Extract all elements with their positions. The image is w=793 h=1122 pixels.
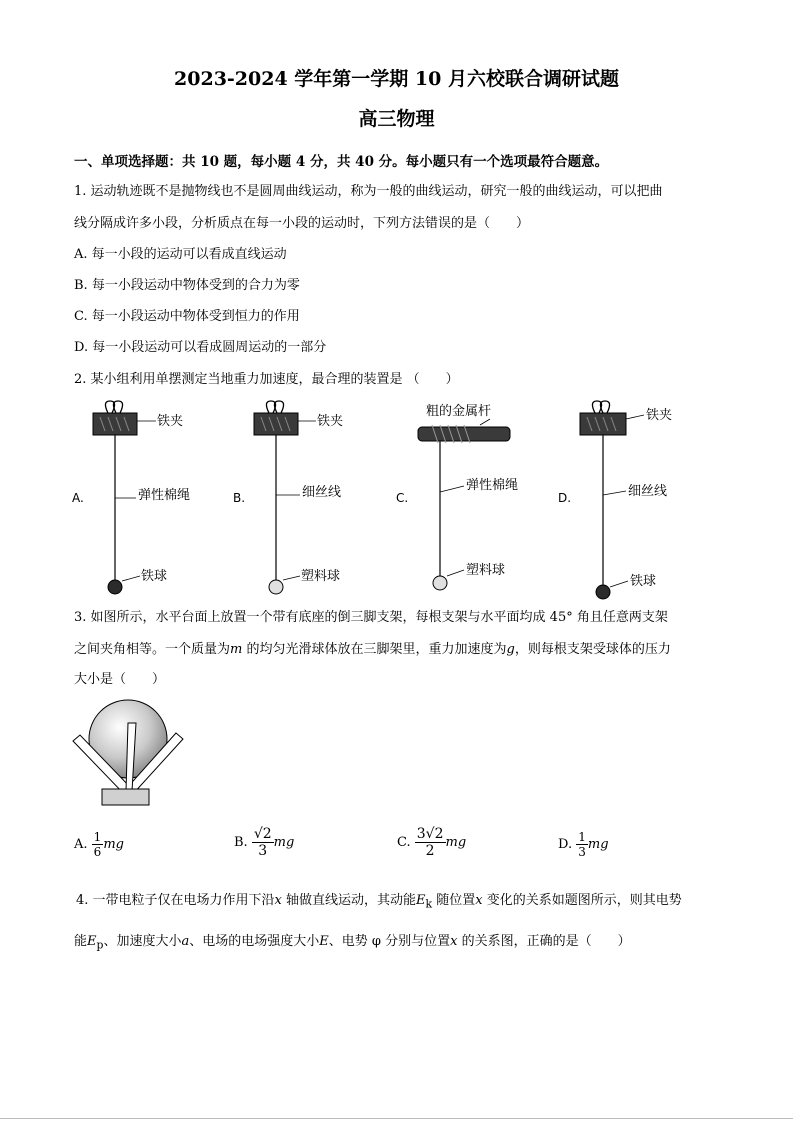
- q2-d-string-label: 细丝线: [628, 484, 668, 499]
- q2-a-string-label: 弹性棉绳: [138, 488, 191, 503]
- denominator: 3: [258, 843, 268, 859]
- q4-stem-part: 、电场的电场强度大小: [189, 934, 320, 949]
- numerator: 3√2: [416, 826, 444, 842]
- pendulum-bob: [596, 585, 610, 599]
- q2-option-d-letter: D.: [558, 491, 572, 505]
- mg-term: mg: [445, 835, 467, 850]
- page-subtitle: 高三物理: [358, 108, 435, 130]
- q3-stem-line1: 3. 如图所示，水平台面上放置一个带有底座的倒三脚支架，每根支架与水平面均成 45° 角且任意两支架: [74, 610, 668, 625]
- q4-stem-part: 轴做直线运动，其动能: [286, 893, 417, 908]
- q2-d-ball-label: 铁球: [630, 574, 657, 589]
- x-symbol: x: [475, 893, 483, 908]
- q2-b-ball-label: 塑料球: [301, 569, 341, 584]
- mg-term: mg: [273, 835, 295, 850]
- fraction: [92, 830, 104, 859]
- gravity-symbol: g: [506, 642, 515, 657]
- kinetic-energy-subscript: k: [425, 897, 433, 911]
- pendulum-bob: [269, 580, 283, 594]
- pendulum-bob: [433, 576, 447, 590]
- q2-c-rod-label: 粗的金属杆: [426, 404, 492, 419]
- iron-clamp-body: [93, 413, 137, 435]
- q3-option-b-letter: B.: [234, 835, 248, 850]
- q1-stem-line2: 线分隔成许多小段，分析质点在每一小段的运动时，下列方法错误的是（ ）: [74, 216, 530, 231]
- q1-option-c[interactable]: C. 每一小段运动中物体受到恒力的作用: [74, 309, 300, 324]
- q3-option-a[interactable]: [74, 830, 124, 859]
- q2-a-clamp-label: 铁夹: [157, 414, 184, 429]
- q4-stem-part: 、加速度大小: [103, 934, 182, 949]
- iron-clamp-body: [580, 413, 626, 435]
- page-title: 2023-2024 学年第一学期 10 月六校联合调研试题: [174, 68, 619, 90]
- q4-stem-part: 变化的关系如题图所示，则其电势: [486, 893, 682, 908]
- numerator: 1: [578, 830, 586, 844]
- q2-option-c-letter: C.: [396, 491, 409, 505]
- q3-stem-part: 的均匀光滑球体放在三脚架里，重力加速度为: [246, 642, 507, 657]
- q3-option-d[interactable]: [558, 830, 609, 859]
- fraction: [252, 826, 274, 859]
- x-symbol: x: [274, 893, 282, 908]
- section-heading: 一、单项选择题：共 10 题，每小题 4 分，共 40 分。每小题只有一个选项最符合题意。: [74, 154, 609, 170]
- q3-stem-part: 之间夹角相等。一个质量为: [74, 642, 231, 657]
- q3-option-d-letter: D.: [558, 837, 573, 852]
- metal-rod: [418, 427, 510, 441]
- potential-energy-symbol: E: [87, 934, 97, 949]
- q2-b-string-label: 细丝线: [302, 485, 342, 500]
- mg-term: mg: [587, 837, 609, 852]
- q4-stem-part: 4. 一带电粒子仅在电场力作用下沿: [76, 893, 275, 908]
- q2-c-string-label: 弹性棉绳: [466, 478, 519, 493]
- kinetic-energy-symbol: E: [416, 893, 426, 908]
- q3-option-b[interactable]: [234, 826, 294, 859]
- potential-energy-subscript: p: [96, 938, 104, 952]
- q2-apparatus-c[interactable]: [396, 403, 518, 590]
- q2-option-a-letter: A.: [72, 491, 84, 505]
- page-bottom-rule: [0, 1118, 793, 1119]
- q4-stem-part: 能: [74, 934, 88, 949]
- tripod-base: [102, 789, 149, 805]
- q3-stem-line3: 大小是（ ）: [74, 672, 166, 687]
- q4-stem-part: 、电势 φ 分别与位置: [328, 934, 451, 949]
- numerator: 1: [93, 830, 102, 844]
- q2-b-clamp-label: 铁夹: [317, 414, 344, 429]
- q1-stem-line1: [74, 180, 663, 199]
- q1-stem-part2: 曲线运动，称为一般的曲线运动，研究一般的曲线运动，可以把曲: [285, 184, 663, 199]
- q3-option-c[interactable]: [397, 826, 466, 859]
- q2-option-b-letter: B.: [233, 491, 246, 505]
- mg-term: mg: [103, 837, 124, 852]
- pendulum-bob: [108, 580, 122, 594]
- q3-stem-line2: [74, 638, 671, 657]
- q1-option-d[interactable]: D. 每一小段运动可以看成圆周运动的一部分: [74, 340, 327, 355]
- field-strength-symbol: E: [319, 934, 329, 949]
- q2-apparatus-b[interactable]: [233, 401, 343, 594]
- q4-stem-line1: [76, 889, 682, 911]
- fraction: [415, 826, 446, 859]
- q4-stem-part: 随位置: [436, 893, 476, 908]
- q3-stem-part: ，则每根支架受球体的压力: [514, 642, 671, 657]
- q2-figure: [60, 395, 740, 610]
- x-symbol: x: [450, 934, 458, 949]
- iron-clamp-body: [254, 413, 298, 435]
- acceleration-symbol: a: [181, 934, 190, 949]
- q1-option-a[interactable]: A. 每一小段的运动可以看成直线运动: [74, 247, 287, 262]
- numerator: √2: [253, 826, 272, 842]
- q3-option-c-letter: C.: [397, 835, 411, 850]
- q2-a-ball-label: 铁球: [141, 569, 168, 584]
- q1-stem-part1: 1. 运动轨迹既不是抛物线也不是圆周: [74, 184, 286, 199]
- q3-tripod-figure: [68, 695, 188, 810]
- q2-c-ball-label: 塑料球: [466, 563, 506, 578]
- q2-apparatus-a[interactable]: [72, 401, 190, 594]
- q2-apparatus-d[interactable]: [558, 401, 672, 599]
- denominator: 2: [425, 843, 435, 859]
- q4-stem-part: 的关系图，正确的是（ ）: [461, 934, 631, 949]
- q3-option-a-letter: A.: [74, 837, 88, 852]
- q4-stem-line2: [74, 930, 631, 952]
- q1-option-b[interactable]: B. 每一小段运动中物体受到的合力为零: [74, 278, 300, 293]
- fraction: [576, 830, 588, 859]
- denominator: 3: [578, 845, 586, 859]
- mass-symbol: m: [230, 642, 243, 657]
- denominator: 6: [93, 845, 102, 859]
- q2-stem: 2. 某小组利用单摆测定当地重力加速度，最合理的装置是 （ ）: [74, 372, 459, 387]
- q2-d-clamp-label: 铁夹: [646, 408, 673, 423]
